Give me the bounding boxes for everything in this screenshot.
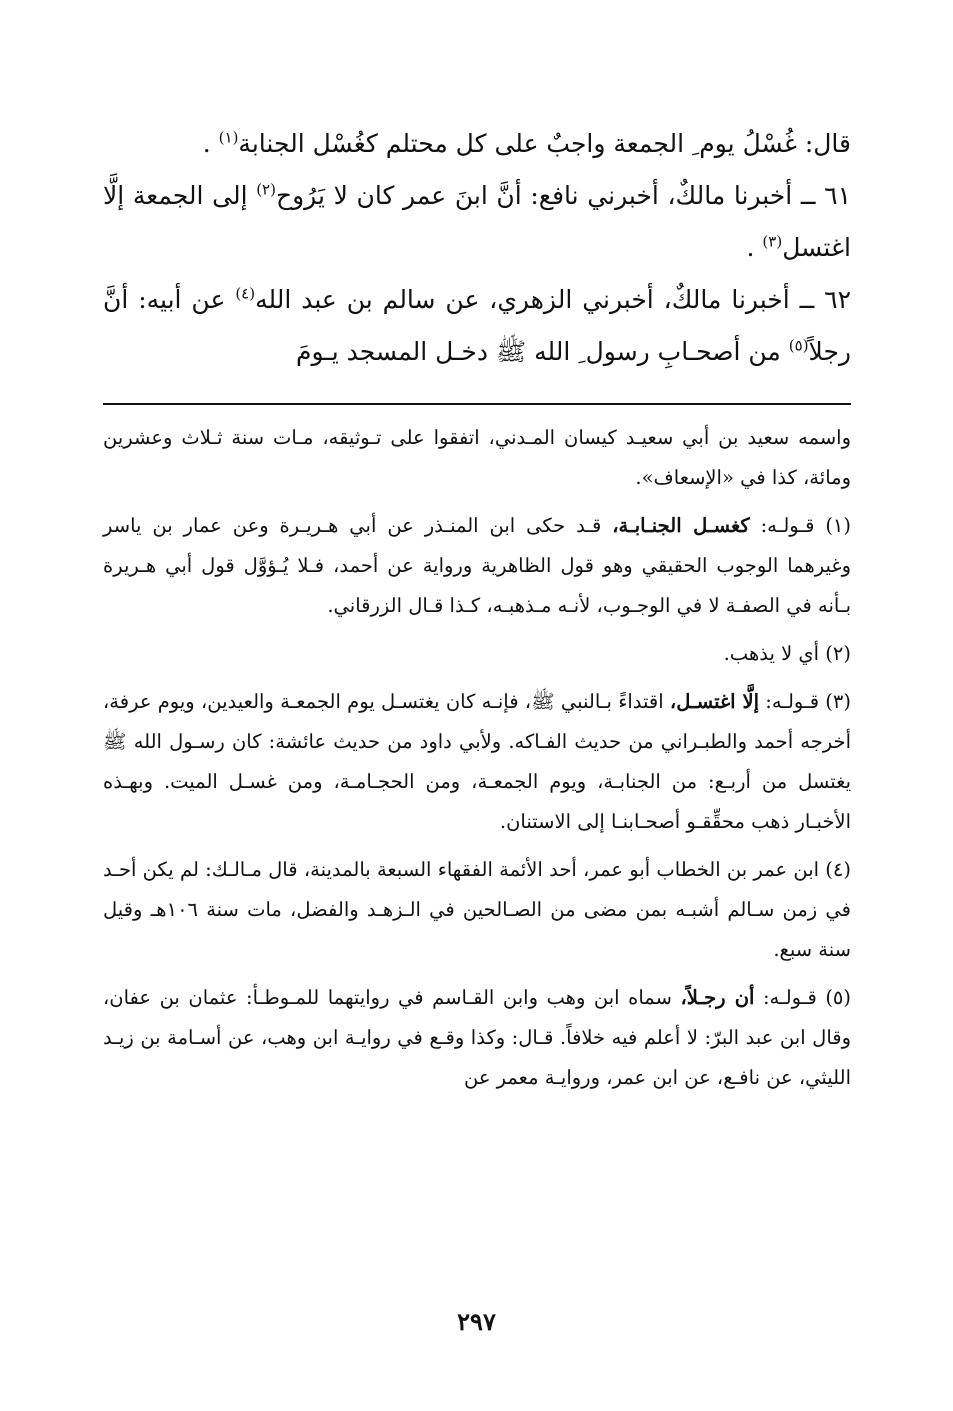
footnote-3-term: إلَّا اغتسـل،: [669, 690, 759, 713]
footnote-2: [103, 634, 851, 674]
footnotes: [103, 418, 851, 1106]
footnote-4-number: (٤): [825, 858, 851, 881]
footnote-continuation: واسمه سعيد بن أبي سعيـد كيسان المـدني، اتفقوا على تـوثيقه، مـات سنة ثـلاث وعشرين ومائة، كذا في «الإسعاف».: [103, 426, 851, 489]
hadith-62-text-2: عن أبيه: أنَّ رجلاً: [103, 285, 851, 366]
footnote-2-number: (٢): [825, 642, 851, 665]
footnote-3-lead: قـولـه:: [758, 690, 826, 713]
footnote-4: [103, 850, 851, 970]
footnote-1-number: (١): [825, 514, 852, 537]
footnote-3-number: (٣): [825, 690, 851, 713]
footnote-5-number: (٥): [825, 986, 852, 1009]
footnote-ref-1: (١): [218, 128, 239, 147]
footnote-1-term: كغسـل الجنـابـة،: [612, 514, 750, 537]
hadith-61-text-2: إلى الجمعة إلَّا اغتسل: [103, 181, 851, 262]
footnote-5-term: أن رجـلاً،: [680, 986, 755, 1009]
main-line-1: [103, 118, 851, 170]
main-line-1-text: قال: غُسْلُ يوم ِ الجمعة واجبٌ على كل محتلم كغُسْل الجنابة: [238, 129, 851, 158]
footnote-1-text: قـد حكى ابن المنـذر عن أبي هـريـرة وعن عمار بن ياسر وغيرهما الوجوب الحقيقي وهو قول الظاهرية ورواية عن أحمد، فـلا يُـؤوَّل قول أبي هـريرة بـأنه في الصفـة لا في الوجـوب، لأنـه مـذهبـه، كـذا قـال الزرقاني.: [103, 514, 851, 617]
hadith-62-text: ٦٢ ــ أخبرنا مالكٌ، أخبرني الزهري، عن سالم بن عبد الله: [255, 285, 852, 314]
footnote-5: [103, 978, 851, 1098]
footnote-ref-4: (٤): [235, 284, 256, 303]
footnote-5-text: سماه ابن وهب وابن القـاسم في روايتهما للمـوطـأ: عثمان بن عفان، وقال ابن عبد البرّ: لا أعلم فيه خلافاً. قـال: وكذا وقـع في روايـة ابن وهب، عن أسـامة بن زيـد الليثي، عن نافـع، عن ابن عمر، وروايـة معمر عن: [103, 986, 851, 1089]
main-text: [103, 118, 851, 378]
page-number: ٢٩٧: [457, 1307, 496, 1336]
footnote-1-lead: قـولـه:: [749, 514, 826, 537]
footnote-divider: [103, 403, 851, 405]
footnote-ref-5: (٥): [788, 336, 809, 355]
footnote-2-text: أي لا يذهب.: [723, 642, 826, 665]
hadith-62: [103, 274, 851, 378]
hadith-61: [103, 170, 851, 274]
main-line-1-end: .: [202, 129, 219, 158]
hadith-61-end: .: [746, 233, 763, 262]
footnote-ref-3: (٣): [762, 232, 783, 251]
footnote-3-text: اقتداءً بـالنبي ﷺ، فإنـه كان يغتسـل يوم الجمعـة والعيدين، ويوم عرفة، أخرجه أحمد والطبـراني من حديث الفـاكه. ولأبي داود من حديث عائشة: كان رسـول الله ﷺ يغتسل من أربـع: من الجنابـة، ويوم الجمعـة، ومن الحجـامـة، ومن غسـل الميت. وبهـذه الأخبـار ذهب محقِّقـو أصحـابنـا إلى الاستنان.: [103, 690, 851, 833]
footnote-1: [103, 506, 851, 626]
hadith-62-text-3: من أصحـابِ رسول ِ الله ﷺ دخـل المسجد يـومَ: [296, 337, 789, 366]
hadith-61-text: ٦١ ــ أخبرنا مالكٌ، أخبرني نافع: أنَّ ابنَ عمر كان لا يَرُوح: [275, 181, 852, 210]
footnote-ref-2: (٢): [256, 180, 276, 199]
footnote-4-text: ابن عمر بن الخطاب أبو عمر، أحد الأئمة الفقهاء السبعة بالمدينة، قال مـالـك: لم يكن أحـد في زمن سـالم أشبـه بمن مضى من الصـالحين في الـزهـد والفضل، مات سنة ١٠٦هـ وقيل سنة سبع.: [103, 858, 851, 961]
footnote-5-lead: قـولـه:: [754, 986, 826, 1009]
footnote-3: [103, 682, 851, 842]
